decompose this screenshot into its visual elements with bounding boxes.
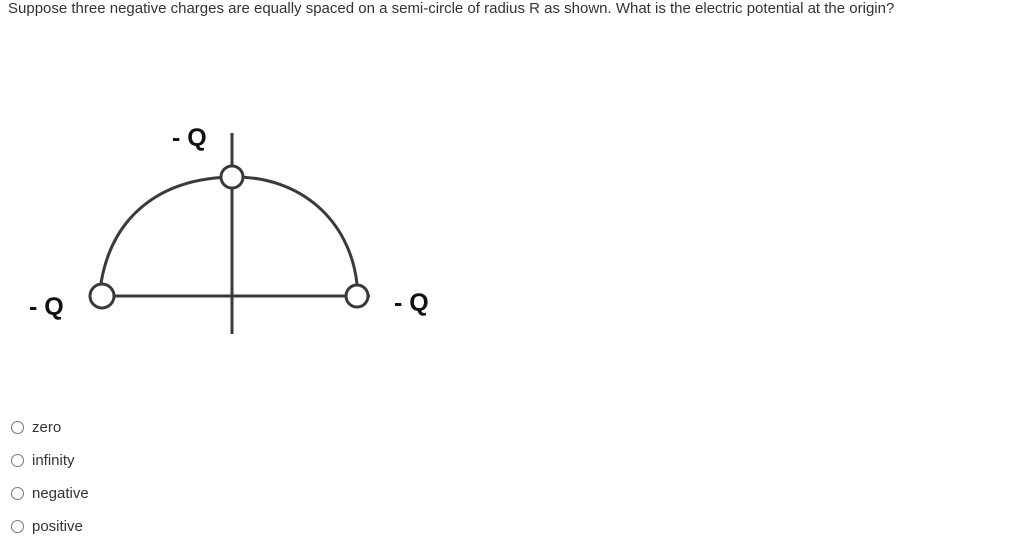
charge-left-circle (90, 284, 114, 308)
option-label: positive (32, 518, 83, 535)
option-infinity[interactable] (11, 444, 89, 477)
charge-top-label: - Q (172, 124, 207, 152)
radio-button[interactable] (11, 454, 24, 467)
radio-button[interactable] (11, 487, 24, 500)
option-negative[interactable] (11, 477, 89, 510)
answer-options (11, 411, 89, 543)
option-label: zero (32, 419, 62, 436)
semicircle-arc (101, 177, 357, 284)
option-label: negative (32, 485, 89, 502)
charge-right-label: - Q (394, 289, 429, 317)
option-zero[interactable] (11, 411, 89, 444)
charge-left-label: - Q (29, 293, 64, 321)
charge-top-circle (221, 166, 243, 188)
option-label: infinity (32, 452, 75, 469)
radio-button[interactable] (11, 421, 24, 434)
charge-right-circle (346, 285, 368, 307)
question-text: Suppose three negative charges are equally spaced on a semi-circle of radius R as shown. What is the electric potential at the origin? (8, 0, 895, 17)
option-positive[interactable] (11, 510, 89, 543)
radio-button[interactable] (11, 520, 24, 533)
